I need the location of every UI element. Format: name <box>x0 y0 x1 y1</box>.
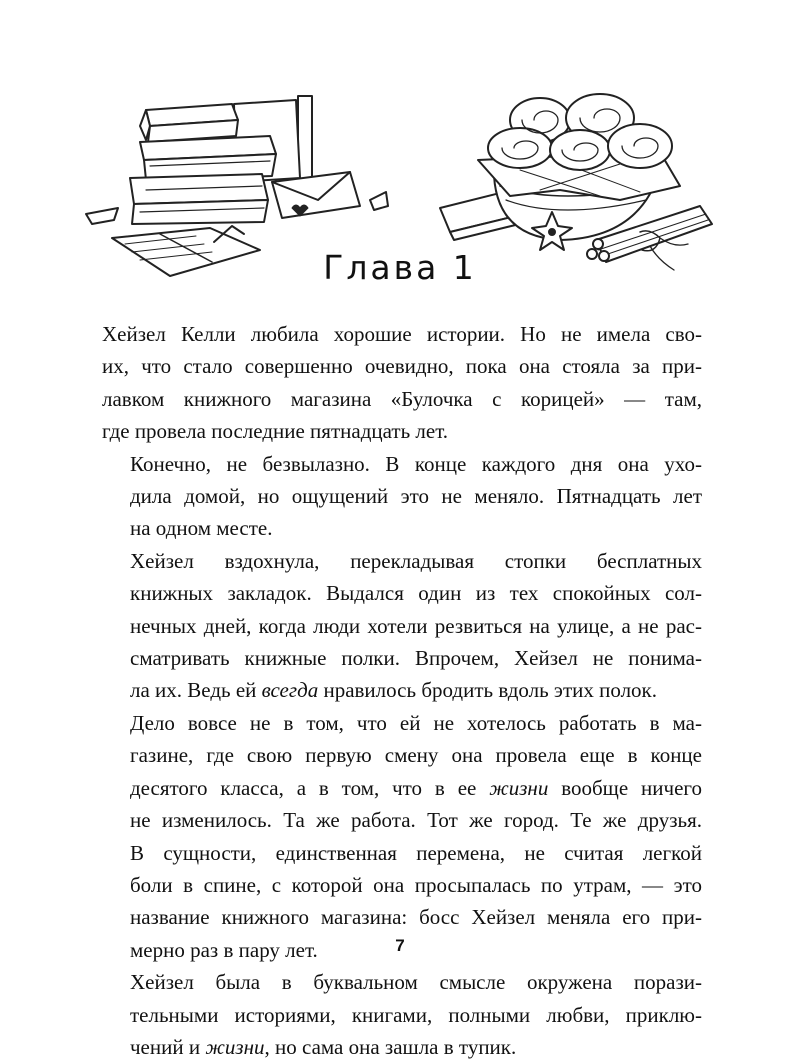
text-line: книжных закладок. Выдался один из тех спокойных сол- <box>130 581 702 606</box>
paragraph <box>102 966 702 1063</box>
page-number: 7 <box>395 936 405 955</box>
text-line: не изменилось. Та же работа. Тот же город. Те же друзья. <box>130 808 702 833</box>
text-line: В сущности, единственная перемена, не считая легкой <box>130 840 702 865</box>
paragraph <box>102 707 702 966</box>
text-line: название книжного магазина: босс Хейзел меняла его при- <box>130 905 702 930</box>
text-line: на одном месте. <box>130 516 273 541</box>
text-line: ла их. Ведь ей всегда нравилось бродить вдоль этих полок. <box>130 678 658 703</box>
text-line: их, что стало совершенно очевидно, пока она стояла за при- <box>102 354 702 379</box>
paragraph <box>102 545 702 707</box>
text-line: Хейзел Келли любила хорошие истории. Но не имела сво- <box>102 322 702 346</box>
chapter-title: Глава 1 <box>323 248 477 287</box>
cinnamon-buns-illustration <box>440 94 712 270</box>
text-line: Хейзел была в буквальном смысле окружена порази- <box>130 970 702 995</box>
paragraph <box>102 318 702 448</box>
text-line: Конечно, не безвылазно. В конце каждого дня она ухо- <box>130 451 702 476</box>
text-line: Хейзел вздохнула, перекладывая стопки бесплатных <box>130 548 702 573</box>
text-line: лавком книжного магазина «Булочка с корицей» — там, <box>102 386 702 411</box>
text-line: сматривать книжные полки. Впрочем, Хейзел не понима- <box>130 646 702 671</box>
text-line: где провела последние пятнадцать лет. <box>102 419 449 444</box>
text-line: тельными историями, книгами, полными любви, приклю- <box>130 1002 702 1027</box>
paragraph <box>102 448 702 545</box>
text-line: мерно раз в пару лет. <box>130 937 318 962</box>
text-line: нечных дней, когда люди хотели резвиться на улице, а не рас- <box>130 613 702 638</box>
text-line: Дело вовсе не в том, что ей не хотелось работать в ма- <box>130 710 702 735</box>
text-line: дила домой, но ощущений это не меняло. Пятнадцать лет <box>130 484 702 509</box>
text-line: газине, где свою первую смену она провела еще в конце <box>130 743 702 768</box>
text-line: десятого класса, а в том, что в ее жизни вообще ничего <box>130 775 702 800</box>
text-line: боли в спине, с которой она просыпалась по утрам, — это <box>130 872 702 897</box>
text-line: чений и жизни, но сама она зашла в тупик. <box>130 1034 517 1059</box>
